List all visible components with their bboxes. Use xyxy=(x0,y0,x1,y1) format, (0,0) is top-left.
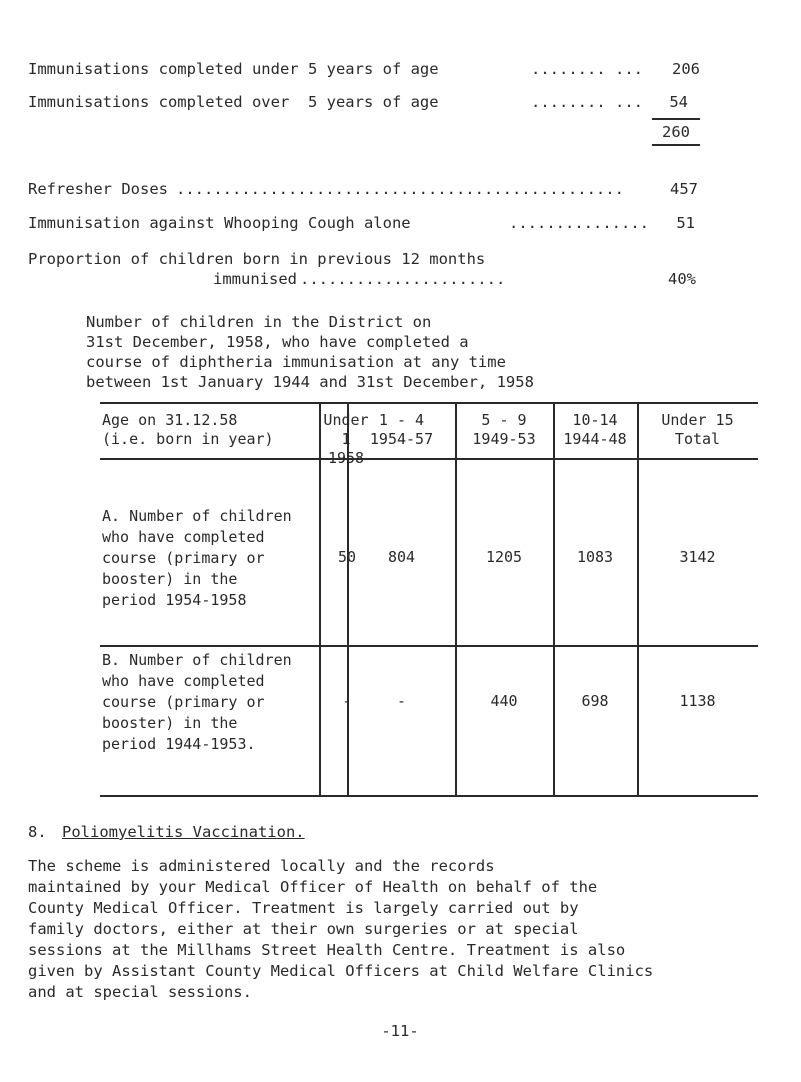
table-row-b-under-1: - xyxy=(342,692,352,710)
table-row-b-label: B. Number of children who have completed course (primary or booster) in the period 1944-1953. xyxy=(102,651,292,753)
proportion-leader: ...................... xyxy=(300,270,506,288)
table-header-age: Age on 31.12.58 (i.e. born in year) xyxy=(102,411,274,448)
refresher-value: 457 xyxy=(670,180,698,198)
table-row-a-label: A. Number of children who have completed course (primary or booster) in the period 1954-1958 xyxy=(102,507,292,609)
table-row-a-1-4: 804 xyxy=(387,548,416,566)
table-rule-top xyxy=(100,402,758,404)
page-number: -11- xyxy=(381,1022,419,1040)
table-header-under-1: Under 1 1958 xyxy=(323,411,369,467)
table-rule-middle xyxy=(100,645,758,647)
table-rule-bottom xyxy=(100,795,758,797)
table-header-total: Under 15 Total xyxy=(661,411,734,448)
proportion-label-2: immunised xyxy=(213,270,297,288)
refresher-leader: ................................................ xyxy=(176,180,624,198)
proportion-label: Proportion of children born in previous 12 months xyxy=(28,250,486,268)
stat-value-under-5: 206 xyxy=(672,60,700,78)
stat-leader-over-5: ........ ... xyxy=(531,93,643,111)
stat-label-under-5: Immunisations completed under 5 years of age xyxy=(28,60,439,78)
table-row-b-total: 1138 xyxy=(679,692,716,710)
table-row-a-total: 3142 xyxy=(679,548,716,566)
whooping-label: Immunisation against Whooping Cough alone xyxy=(28,214,411,232)
table-header-5-9: 5 - 9 1949-53 xyxy=(472,411,536,448)
table-row-b-5-9: 440 xyxy=(490,692,518,710)
stat-label-over-5: Immunisations completed over 5 years of age xyxy=(28,93,439,111)
proportion-value: 40% xyxy=(668,270,696,288)
table-vline-5 xyxy=(637,402,639,795)
table-header-1-4: 1 - 4 1954-57 xyxy=(369,411,434,448)
table-row-b-1-4: - xyxy=(396,692,407,710)
whooping-value: 51 xyxy=(676,214,695,232)
whooping-leader: ............... xyxy=(509,214,649,232)
table-row-a-10-14: 1083 xyxy=(576,548,614,566)
table-rule-header xyxy=(100,458,758,460)
section-number: 8. xyxy=(28,823,47,841)
table-row-b-10-14: 698 xyxy=(581,692,609,710)
table-row-a-5-9: 1205 xyxy=(485,548,523,566)
subtotal-rule-bottom xyxy=(652,144,700,146)
section-body: The scheme is administered locally and the records maintained by your Medical Officer of Health on behalf of the County Medical Officer. Treatment is largely carried out by family doctors, either at their own surgeries or at special sessions at the Millhams Street Health Centre. Treatment is also given by Assistant County Medical Officers at Child Welfare Clinics and at special sessions. xyxy=(28,857,654,1001)
subtotal-rule-top xyxy=(652,118,700,120)
section-title: Poliomyelitis Vaccination. xyxy=(62,823,305,841)
table-vline-3 xyxy=(455,402,457,795)
subtotal-value: 260 xyxy=(662,123,690,141)
table-caption: Number of children in the District on 31st December, 1958, who have completed a course of diphtheria immunisation at any time between 1st January 1944 and 31st December, 1958 xyxy=(86,313,534,391)
stat-value-over-5: 54 xyxy=(669,93,688,111)
table-header-10-14: 10-14 1944-48 xyxy=(563,411,627,448)
refresher-label: Refresher Doses xyxy=(28,180,168,198)
table-row-a-under-1: 50 xyxy=(337,548,357,566)
table-vline-4 xyxy=(553,402,555,795)
stat-leader-under-5: ........ ... xyxy=(531,60,643,78)
